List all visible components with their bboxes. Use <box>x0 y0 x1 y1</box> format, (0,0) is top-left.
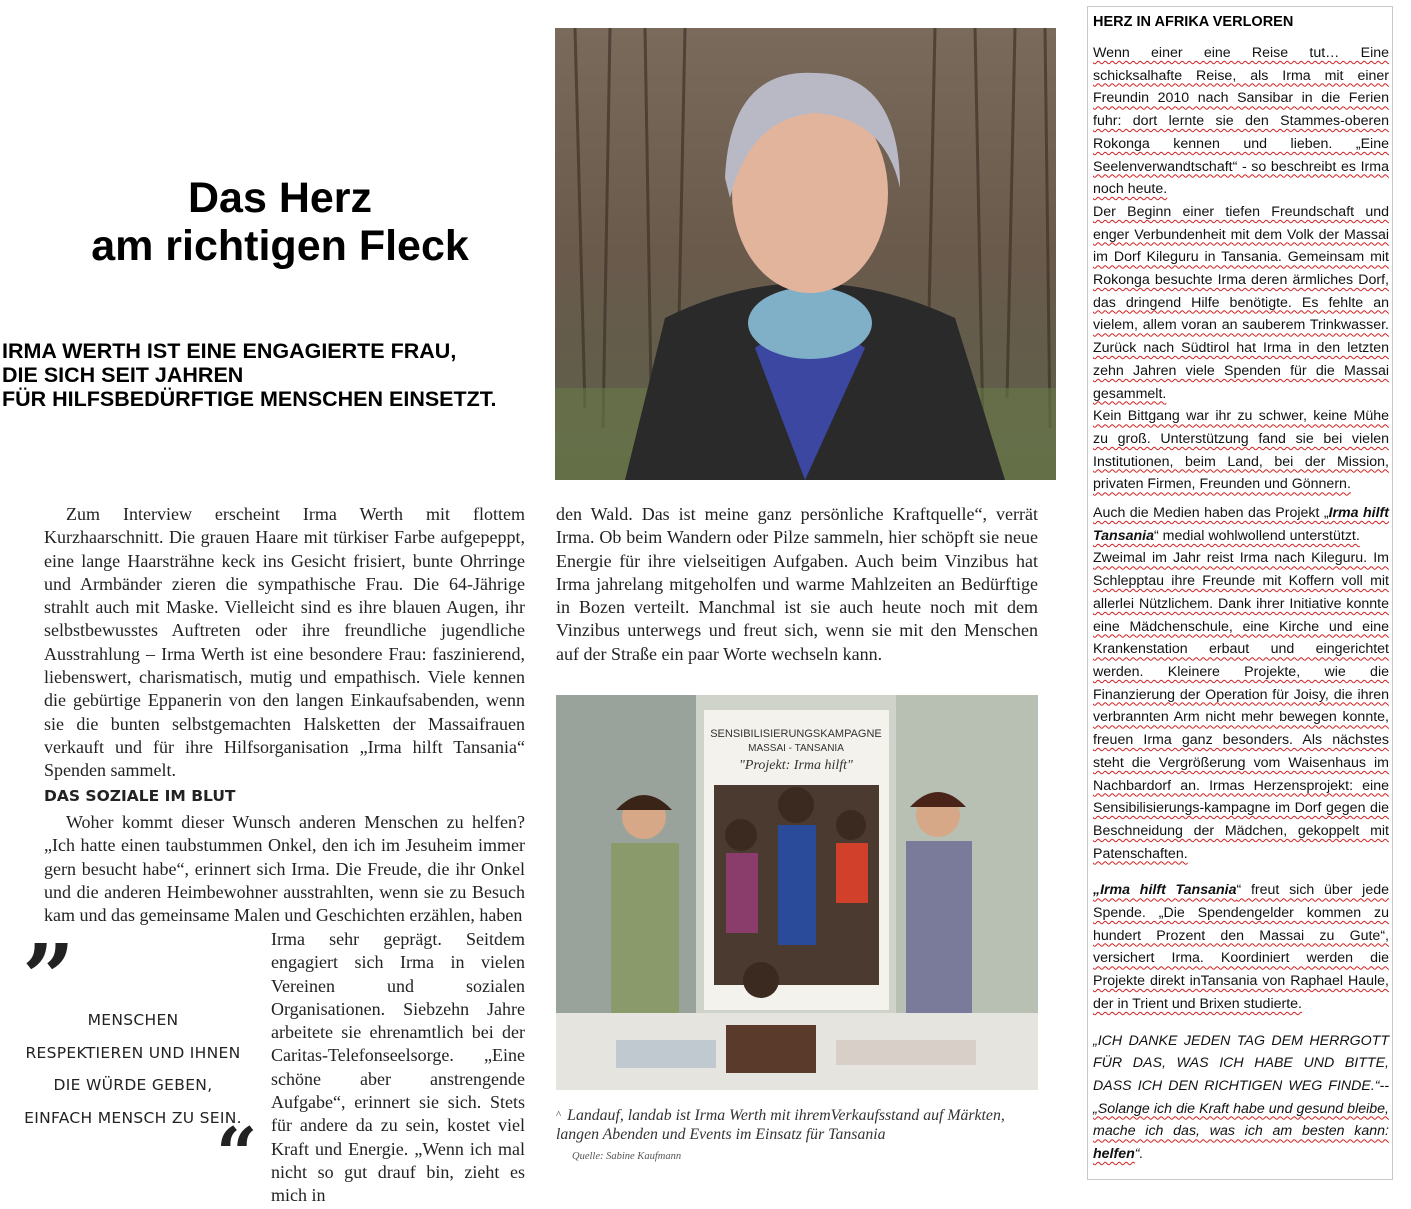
caption-marker: ^ <box>556 1109 562 1121</box>
project-name: Irma hilft Tansania <box>1093 505 1389 544</box>
sidebar-title: HERZ IN AFRIKA VERLOREN <box>1093 14 1294 30</box>
portrait-photo <box>555 28 1056 480</box>
title-line-2: am richtigen Fleck <box>91 222 469 270</box>
article-section-text-continued <box>271 928 525 1208</box>
title-line-1: Das Herz <box>187 174 373 222</box>
sidebar-quote-end: “. <box>1134 1146 1144 1163</box>
sidebar-quote: „ICH DANKE JEDEN TAG DEM HERRGOTT FÜR DAS, WAS ICH HABE UND BITTE, DASS ICH DEN RICHTIGEN WEG FINDE.“-- <box>1093 1032 1389 1094</box>
article-column-2 <box>556 503 1038 666</box>
pull-quote-line: RESPEKTIEREN UND IHNEN <box>25 1043 241 1062</box>
column-2-paragraph: den Wald. Das ist meine ganz persönliche Kraftquelle“, verrät Irma. Ob beim Wandern oder Pilze sammeln, hier schöpft sie neue Energie für ihre vielseitigen Aufgaben. Auch beim Vinzibus hat Irma jahrelang mitgeholfen und warme Mahlzeiten an Bedürftige in Bozen verteilt. Manchmal ist sie auch heute noch mit dem Vinzibus unterwegs und freut sich, wenn sie mit den Menschen auf der Straße ein paar Worte wechseln kann. <box>556 504 1038 664</box>
pull-quote-line: MENSCHEN <box>87 1011 179 1029</box>
project-name: „Irma hilft Tansania <box>1093 882 1237 899</box>
quote-open-mark: ” <box>22 924 75 1032</box>
section-paragraph-continued: Irma sehr geprägt. Seitdem engagiert sich Irma in vielen Vereinen und sozialen Organisationen. Siebzehn Jahre arbeitete sie ehrenamtlich bei der Caritas-Telefonseelsorge. „Eine schöne aber anstrengende Aufgabe“, erinnert sie sich. Stets für andere da zu sein, kostet viel Kraft und Energie. „Wenn ich mal nicht so gut drauf bin, zieht es mich in <box>271 929 525 1206</box>
sidebar-quote-continued: „Solange ich die Kraft habe und gesund bleibe, mache ich das, was ich am besten kann: <box>1093 1100 1389 1140</box>
market-stand-photo <box>556 695 1038 1090</box>
sidebar-paragraph: Wenn einer eine Reise tut… Eine schicksalhafte Reise, als Irma mit einer Freundin 2010 nach Sansibar in die Ferien fuhr: dort lernte sie den Stammes-oberen Rokonga kennen und lieben. „Eine Seelenverwandtschaft“ - so beschreibt es Irma noch heute. <box>1093 45 1389 198</box>
sidebar-text <box>1093 42 1389 1166</box>
subtitle-line: DIE SICH SEIT JAHREN <box>2 363 244 387</box>
sidebar-quote-emphasis: helfen <box>1093 1146 1135 1163</box>
banner-text-line-1: SENSIBILISIERUNGSKAMPAGNE <box>710 728 882 740</box>
subtitle-line: FÜR HILFSBEDÜRFTIGE MENSCHEN EINSETZT. <box>2 387 497 411</box>
photo-caption <box>556 1106 1038 1166</box>
subtitle-line: IRMA WERTH IST EINE ENGAGIERTE FRAU, <box>2 339 457 363</box>
sidebar-paragraph: Kein Bittgang war ihr zu schwer, keine Mühe zu groß. Unterstützung fand sie bei vielen Institutionen, beim Land, bei der Mission, privaten Firmen, Freunden und Gönnern. <box>1093 408 1389 493</box>
sidebar-paragraph: “ freut sich über jede Spende. „Die Spendengelder kommen zu hundert Prozent den Massai zu Gute“, versichert Irma. Koordiniert werden die Projekte direkt inTansania von Raphael Haule, der in Trient und Brixen studierte. <box>1093 882 1389 1012</box>
article-title <box>40 174 520 270</box>
sidebar-paragraph-start: Auch die Medien haben das Projekt „ <box>1093 505 1329 522</box>
quote-close-mark: “ <box>216 1111 258 1196</box>
section-paragraph: Woher kommt dieser Wunsch anderen Menschen zu helfen? „Ich hatte einen taubstummen Onkel, den ich im Jesuheim immer gern besucht habe“, erinnert sich Irma. Die Freude, die ihr Onkel und die anderen Heimbewohner ausstrahlten, wenn sie zu Besuch kam und das gemeinsame Malen und Geschichten erzählen, haben <box>44 812 525 926</box>
pull-quote-line: DIE WÜRDE GEBEN, <box>53 1076 213 1094</box>
sidebar-paragraph: Der Beginn einer tiefen Freundschaft und enger Verbundenheit mit dem Volk der Massai im Dorf Kileguru in Tansania. Gemeinsam mit Rokonga besuchte Irma deren ärmliches Dorf, das dringend Hilfe benötigte. Es fehlte an vielem, allem voran an sauberem Trinkwasser. Zurück nach Südtirol hat Irma in den letzten zehn Jahren viele Spenden für die Massai gesammelt. <box>1093 203 1389 402</box>
article-subtitle <box>2 339 497 411</box>
pull-quote-line: EINFACH MENSCH ZU SEIN. <box>24 1108 242 1127</box>
section-heading: DAS SOZIALE IM BLUT <box>44 787 236 805</box>
banner-text-line-3: "Projekt: Irma hilft" <box>739 758 853 773</box>
caption-text: Landauf, landab ist Irma Werth mit ihremVerkaufsstand auf Märkten, langen Abenden und Events im Einsatz für Tansania <box>556 1107 1005 1143</box>
photo-credit: Quelle: Sabine Kaufmann <box>572 1151 682 1162</box>
pull-quote <box>16 1004 250 1134</box>
sidebar-paragraph-end: “ medial wohlwollend unterstützt. <box>1153 527 1360 544</box>
intro-paragraph: Zum Interview erscheint Irma Werth mit flottem Kurzhaarschnitt. Die grauen Haare mit türkiser Farbe aufgepeppt, eine lange Haarsträhne keck ins Gesicht frisiert, bunte Ohrringe und Armbänder zieren die sympathische Frau. Die 64-Jährige strahlt auch mit Maske. Vielleicht sind es ihre blauen Augen, ihr selbstbewusstes Auftreten oder ihre freundliche jugendliche Ausstrahlung – Irma Werth ist eine besondere Frau: faszinierend, liebenswert, charismatisch, mutig und empathisch. Viele kennen die gebürtige Eppanerin von den langen Einkaufsabenden, wenn sie die bunten selbstgemachten Halsketten der Massaifrauen verkauft und für ihre Hilfsorganisation „Irma hilft Tansania“ Spenden sammelt. <box>44 504 525 781</box>
sidebar-paragraph: Zweimal im Jahr reist Irma nach Kileguru. Im Schlepptau ihre Freunde mit Koffern voll mit allerlei Nützlichem. Dank ihrer Initiative konnte eine Mädchenschule, eine Kirche und eine Krankenstation erbaut und eingerichtet werden. Kleinere Projekte, wie die Finanzierung der Operation für Joisy, die ihren verbrannten Arm nicht mehr bewegen konnte, freuen Irma ganz besonders. Als nächstes steht die Vergrößerung vom Waisenhaus im Nachbardorf an. Irmas Herzensprojekt: eine Sensibilisierungs-kampagne im Dorf gegen die Beschneidung der Mädchen, gekoppelt mit Patenschaften. <box>1093 550 1389 862</box>
banner-text-line-2: MASSAI - TANSANIA <box>748 743 844 754</box>
article-section-text <box>44 811 525 927</box>
article-intro <box>44 503 525 783</box>
